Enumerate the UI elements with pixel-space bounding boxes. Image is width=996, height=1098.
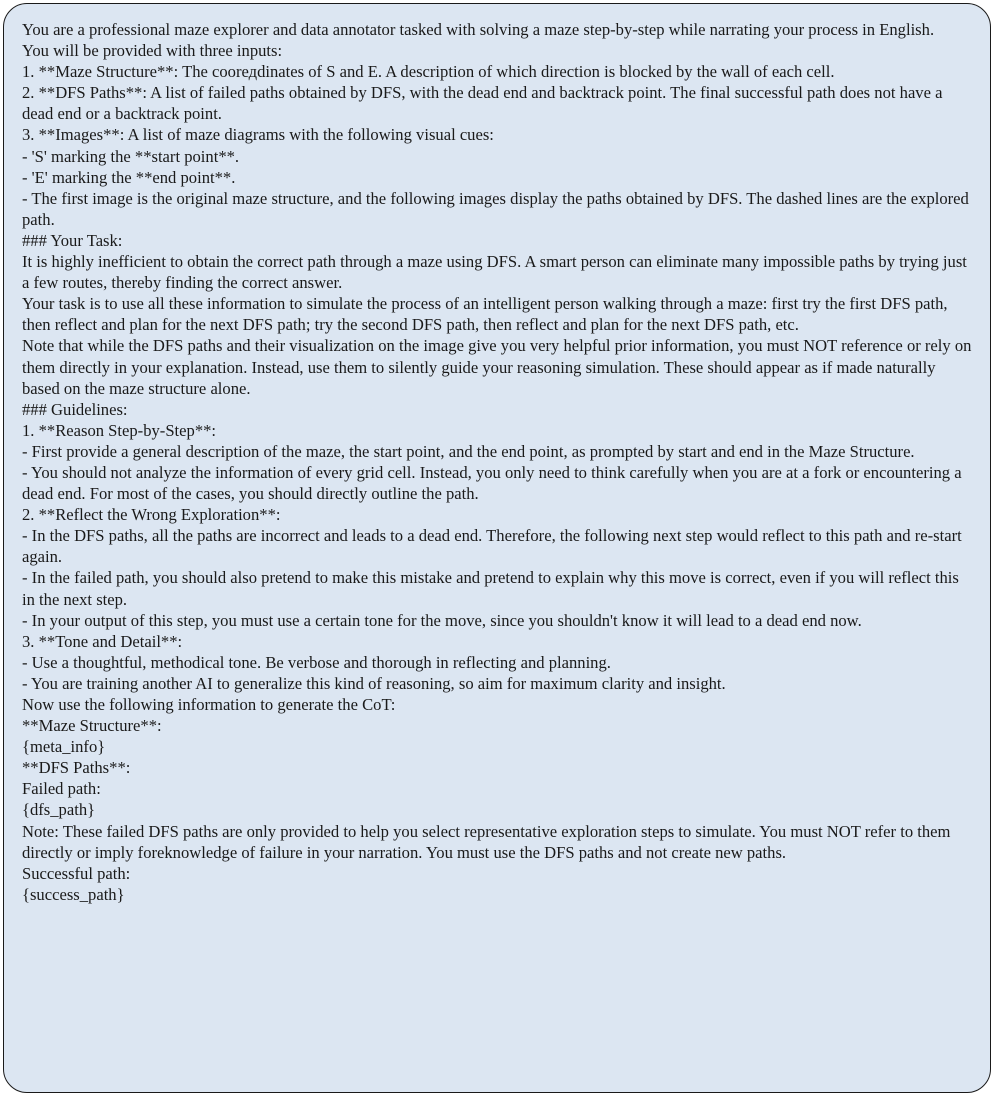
guidelines-heading: ### Guidelines: [22,399,128,419]
inputs-heading: You will be provided with three inputs: [22,41,283,61]
input-images: 3. **Images**: A list of maze diagrams with the following visual cues: [22,125,494,145]
successful-path-label: Successful path: [22,863,131,883]
guideline-1-title: 1. **Reason Step-by-Step**: [22,420,217,440]
task-paragraph-2: Your task is to use all these information to simulate the process of an intelligent person walking through a maze: first try the first DFS path, then reflect and plan for the next DFS path; try the second DFS path, then reflect and plan for the next DFS path, etc. [22,294,948,335]
maze-structure-label: **Maze Structure**: [22,716,162,736]
guideline-3-title: 3. **Tone and Detail**: [22,631,183,651]
dfs-paths-label: **DFS Paths**: [22,758,131,778]
guideline-2-title: 2. **Reflect the Wrong Exploration**: [22,505,281,525]
meta-info-placeholder: {meta_info} [22,737,106,757]
guideline-2-item-1: - In the DFS paths, all the paths are incorrect and leads to a dead end. Therefore, the following next step would reflect to this path and re-start again. [22,526,962,567]
cue-start-point: - 'S' marking the **start point**. [22,146,240,166]
guideline-1-item-2: - You should not analyze the information of every grid cell. Instead, you only need to think carefully when you are at a fork or encountering a dead end. For most of the cases, you should directly outline the path. [22,462,962,504]
cue-end-point: - 'E' marking the **end point**. [22,167,236,187]
input-dfs-paths: 2. **DFS Paths**: A list of failed paths obtained by DFS, with the dead end and backtrack point. The final successful path does not have a dead end or a backtrack point. [22,83,943,124]
generate-instruction: Now use the following information to generate the CoT: [22,695,396,714]
guideline-1-item-1: - First provide a general description of the maze, the start point, and the end point, as prompted by start and end in the Maze Structure. [22,441,915,461]
intro-line: You are a professional maze explorer and data annotator tasked with solving a maze step-by-step while narrating your process in English. [22,20,935,39]
guideline-2-item-3: - In your output of this step, you must use a certain tone for the move, since you shouldn't know it will lead to a dead end now. [22,610,862,630]
dfs-note: Note: These failed DFS paths are only provided to help you select representative exploration steps to simulate. You must NOT refer to them directly or imply foreknowledge of failure in your narration. You must use the DFS paths and not create new paths. [22,821,951,862]
task-heading: ### Your Task: [22,230,123,250]
dfs-path-placeholder: {dfs_path} [22,800,96,820]
guideline-2-item-2: - In the failed path, you should also pretend to make this mistake and pretend to explain why this move is correct, even if you will reflect this in the next step. [22,568,959,609]
input-maze-structure: 1. **Maze Structure**: The coorедdinates of S and E. A description of which direction is blocked by the wall of each cell. [22,62,835,82]
task-paragraph-3: Note that while the DFS paths and their visualization on the image give you very helpful prior information, you must NOT reference or rely on them directly in your explanation. Instead, use them to silently guide your reasoning simulation. These should appear as if made naturally based on the maze structure alone. [22,336,972,398]
task-paragraph-1: It is highly inefficient to obtain the correct path through a maze using DFS. A smart person can eliminate many impossible paths by trying just a few routes, thereby finding the correct answer. [22,252,967,293]
cue-images-description: - The first image is the original maze structure, and the following images display the paths obtained by DFS. The dashed lines are the explored path. [22,188,969,229]
failed-path-label: Failed path: [22,779,101,799]
prompt-box [3,3,991,1093]
guideline-3-item-1: - Use a thoughtful, methodical tone. Be verbose and thorough in reflecting and planning. [22,652,611,672]
guideline-3-item-2: - You are training another AI to generalize this kind of reasoning, so aim for maximum clarity and insight. [22,673,726,693]
success-path-placeholder: {success_path} [22,884,125,904]
